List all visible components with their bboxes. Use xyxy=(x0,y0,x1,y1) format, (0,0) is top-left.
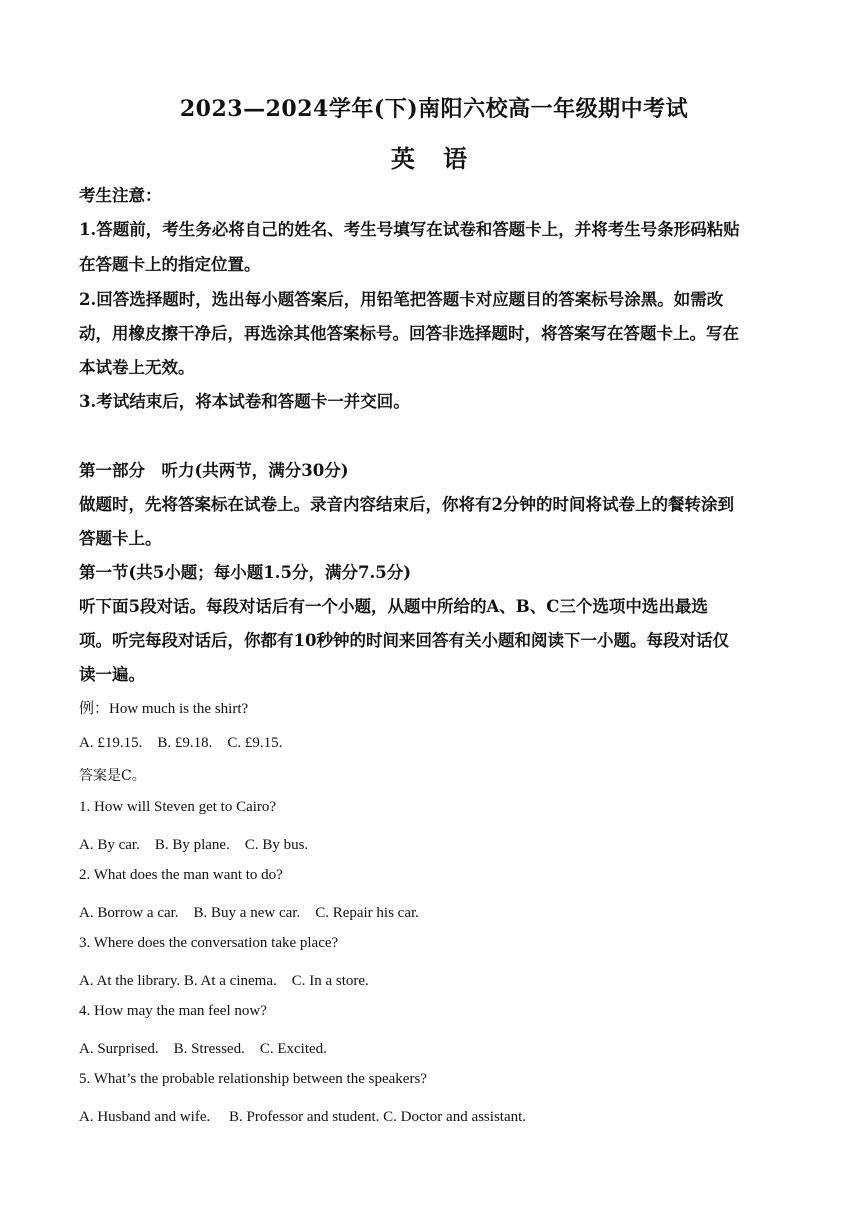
exam-title: 2023—2024学年(下)南阳六校高一年级期中考试 xyxy=(179,96,689,122)
question-2-options: A. Borrow a car. B. Buy a new car. C. Repair his car. xyxy=(79,905,419,921)
example-options: A. £19.15. B. £9.18. C. £9.15. xyxy=(79,735,283,751)
question-1: 1. How will Steven get to Cairo? xyxy=(79,799,277,815)
example-answer: 答案是C。 xyxy=(79,768,146,784)
section1-heading: 第一节(共5小题；每小题1.5分，满分7.5分) xyxy=(79,563,412,582)
question-3: 3. Where does the conversation take place? xyxy=(79,935,339,951)
section1-instruction: 项。听完每段对话后，你都有10秒钟的时间来回答有关小题和阅读下一小题。每段对话仅 xyxy=(79,631,729,650)
notice-line: 1.答题前，考生务必将自己的姓名、考生号填写在试卷和答题卡上，并将考生号条形码粘贴 xyxy=(79,220,740,239)
part1-instruction: 答题卡上。 xyxy=(79,529,162,548)
section1-instruction: 听下面5段对话。每段对话后有一个小题，从题中所给的A、B、C三个选项中选出最选 xyxy=(79,597,708,616)
notice-line: 在答题卡上的指定位置。 xyxy=(79,255,261,274)
question-5: 5. What’s the probable relationship between the speakers? xyxy=(79,1071,427,1087)
question-2: 2. What does the man want to do? xyxy=(79,867,283,883)
question-4-options: A. Surprised. B. Stressed. C. Excited. xyxy=(79,1041,327,1057)
question-3-options: A. At the library. B. At a cinema. C. In a store. xyxy=(79,973,369,989)
notice-line: 2.回答选择题时，选出每小题答案后，用铅笔把答题卡对应题目的答案标号涂黑。如需改 xyxy=(79,290,724,309)
section1-instruction: 读一遍。 xyxy=(79,665,145,684)
part1-instruction: 做题时，先将答案标在试卷上。录音内容结束后，你将有2分钟的时间将试卷上的餐转涂到 xyxy=(79,495,734,514)
notice-line: 动，用橡皮擦干净后，再选涂其他答案标号。回答非选择题时，将答案写在答题卡上。写在 xyxy=(79,324,739,343)
question-1-options: A. By car. B. By plane. C. By bus. xyxy=(79,837,309,853)
notice-line: 本试卷上无效。 xyxy=(79,358,195,377)
example-question: 例：How much is the shirt? xyxy=(79,701,249,717)
question-4: 4. How may the man feel now? xyxy=(79,1003,267,1019)
subject-title: 英 语 xyxy=(390,144,478,173)
question-5-options: A. Husband and wife. B. Professor and student. C. Doctor and assistant. xyxy=(79,1109,527,1125)
notice-line: 3.考试结束后，将本试卷和答题卡一并交回。 xyxy=(79,392,410,411)
notice-heading: 考生注意： xyxy=(79,186,162,205)
part1-heading: 第一部分 听力(共两节，满分30分) xyxy=(79,461,349,480)
